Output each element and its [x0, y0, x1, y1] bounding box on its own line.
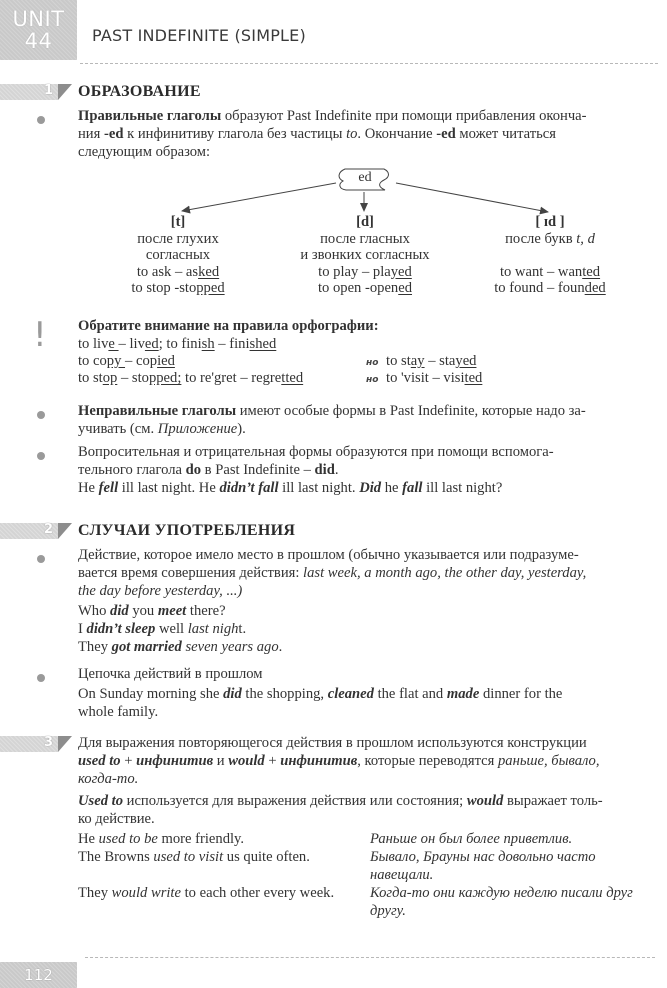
s3-line-1: Для выражения повторяющегося действия в прошлом используются конструкции — [78, 735, 587, 751]
irregular-bold: Неправильные глаголы — [78, 403, 237, 419]
ending: pped — [196, 280, 225, 296]
t: – liv — [118, 336, 145, 352]
emphasis-run: meet — [157, 603, 187, 619]
emphasis-run: инфинитив — [280, 753, 358, 769]
bullet-icon — [37, 555, 45, 563]
note-line-2 — [78, 353, 175, 371]
example — [270, 280, 460, 297]
section-3-marker-icon — [58, 736, 72, 752]
exclamation-icon: ! — [33, 315, 47, 355]
desc-line: после глухих — [137, 230, 219, 247]
page-title: PAST INDEFINITE (SIMPLE) — [92, 26, 306, 45]
ending: yed — [390, 263, 412, 280]
question-line-2 — [78, 462, 338, 480]
t: to co — [78, 353, 107, 369]
section-2-number: 2 — [44, 522, 54, 537]
text-run: you — [128, 603, 158, 619]
note-line-3 — [78, 370, 303, 388]
appendix-ref: Приложение — [157, 421, 238, 437]
u: ay — [410, 353, 425, 369]
but-label: но — [366, 375, 379, 385]
intro-line-3: следующим образом: — [78, 144, 211, 160]
usage-example-2 — [78, 621, 246, 639]
t: имеют особые формы в Past Indefinite, которые надо за- — [236, 403, 586, 419]
ending: ed — [398, 280, 413, 296]
text-run: Who — [78, 603, 111, 619]
irregular-line-1 — [78, 403, 586, 421]
t: to want – wan — [499, 263, 583, 280]
text-run: The Browns — [78, 849, 154, 865]
emphasis-run: fall — [402, 480, 423, 496]
intro-text: образуют Past Indefinite при помощи прибавления оконча- — [221, 108, 587, 124]
example — [98, 280, 258, 297]
s3-para2-line-1 — [78, 793, 603, 811]
sound-t: [t] — [170, 214, 186, 230]
t: to re'gret – regre — [181, 370, 282, 386]
text-run: ill last night? — [422, 480, 503, 496]
note-title: Обратите внимание на правила орфографии: — [78, 318, 379, 334]
t: to open -open — [317, 280, 399, 296]
t: to ask – as — [136, 263, 199, 280]
s3-example-ru-3a: Когда-то они каждую неделю писали друг — [370, 885, 633, 901]
emphasis-run: cleaned — [327, 686, 374, 702]
text-run: выражает толь- — [503, 793, 603, 809]
example — [98, 264, 258, 281]
t: вается время совершения действия: — [78, 565, 304, 581]
s3-example-ru-3b: другу. — [370, 903, 406, 919]
t: учивать (см. — [78, 421, 158, 437]
column-id — [470, 214, 630, 297]
text-run: и — [213, 753, 229, 769]
text-run: he — [381, 480, 403, 496]
ending: ked — [198, 263, 220, 280]
emphasis-run: used to visit — [153, 849, 224, 865]
unit-label: UNIT — [12, 7, 65, 31]
ending: ted — [582, 263, 601, 280]
chain-example-1 — [78, 686, 562, 704]
u: ted — [464, 370, 483, 386]
t: to stop -sto — [131, 280, 197, 296]
bullet-icon — [37, 411, 45, 419]
t: – cop — [125, 353, 158, 369]
do-word: do — [185, 462, 202, 478]
text-run: + — [120, 753, 137, 769]
time-markers: the day before yesterday, ...) — [78, 583, 243, 599]
translation-word: когда-то. — [78, 771, 139, 787]
text-run: + — [264, 753, 281, 769]
u: shed — [249, 336, 277, 352]
text-run: to each other every week. — [180, 885, 335, 901]
t: ния — [78, 126, 104, 142]
text-run: . — [278, 639, 283, 655]
emphasis-run: would write — [111, 885, 181, 901]
text-run: On Sunday morning she — [78, 686, 224, 702]
ed-center-label: ed — [358, 170, 372, 185]
s3-line-2 — [78, 753, 600, 771]
text-run: more friendly. — [157, 831, 245, 847]
question-example — [78, 480, 502, 498]
s3-example-en-3 — [78, 885, 334, 903]
example — [470, 280, 630, 297]
section-1-title: ОБРАЗОВАНИЕ — [78, 83, 201, 100]
ed-diagram-arrows — [0, 0, 667, 240]
usage-example-1 — [78, 603, 226, 621]
u: pped; — [148, 370, 182, 386]
section-3-number: 3 — [44, 735, 54, 750]
t: к инфинитиву глагола без частицы — [123, 126, 347, 142]
ed-ending: -ed — [103, 126, 124, 142]
to-particle: to — [346, 126, 358, 142]
question-line-1: Вопросительная и отрицательная формы образуются при помощи вспомога- — [78, 444, 554, 460]
t: тельного глагола — [78, 462, 186, 478]
usage-line-2 — [78, 565, 586, 583]
emphasis-run: would — [466, 793, 504, 809]
chain-example-2: whole family. — [78, 704, 159, 720]
emphasis-run: last nigh — [187, 621, 239, 637]
t: – fini — [214, 336, 250, 352]
u: e — [108, 336, 119, 352]
u: sh — [201, 336, 215, 352]
desc-line: после гласных — [320, 230, 410, 247]
sound-id: [ ɪd ] — [535, 214, 565, 230]
s3-example-en-2 — [78, 849, 310, 867]
column-d — [270, 214, 460, 297]
text-run: the flat and — [373, 686, 447, 702]
bullet-icon — [37, 674, 45, 682]
s3-example-ru-2a: Бывало, Брауны нас довольно часто — [370, 849, 596, 865]
t: to found – foun — [494, 280, 585, 296]
emphasis-run: did — [110, 603, 129, 619]
emphasis-run: did — [223, 686, 242, 702]
section-1-number: 1 — [44, 83, 54, 98]
usage-line-1: Действие, которое имело место в прошлом (обычно указывается или подразуме- — [78, 547, 579, 563]
t: может читаться — [455, 126, 556, 142]
arrow-to-id — [396, 183, 548, 212]
section-2-title: СЛУЧАИ УПОТРЕБЛЕНИЯ — [78, 522, 296, 539]
text-run: I — [78, 621, 87, 637]
text-run: us quite often. — [223, 849, 310, 865]
text-run: the shopping, — [241, 686, 328, 702]
t: to play – pla — [318, 263, 391, 280]
emphasis-run: didn’t fall — [219, 480, 279, 496]
emphasis-run: used to be — [98, 831, 158, 847]
note-line-3-right — [366, 370, 482, 390]
unit-number: 44 — [24, 29, 53, 53]
t: to st — [382, 353, 411, 369]
s3-para2-line-2: ко действие. — [78, 811, 155, 827]
text-run: They — [78, 885, 112, 901]
usage-line-3 — [78, 583, 242, 601]
s3-example-en-1 — [78, 831, 244, 849]
t: – sto — [117, 370, 149, 386]
t: в Past Indefinite – — [201, 462, 315, 478]
u: op — [102, 370, 118, 386]
u: ed — [144, 336, 159, 352]
t: ). — [237, 421, 246, 437]
irregular-line-2 — [78, 421, 246, 439]
emphasis-run: Used to — [78, 793, 123, 809]
t: . — [334, 462, 339, 478]
text-run: , которые переводятся — [357, 753, 498, 769]
text-run: there? — [186, 603, 226, 619]
time-markers: last week, a month ago, the other day, yesterday, — [303, 565, 587, 581]
emphasis-run: fell — [98, 480, 119, 496]
ed-ending: -ed — [436, 126, 456, 142]
but-label: но — [366, 358, 379, 368]
bullet-icon — [37, 452, 45, 460]
desc-line: согласных — [145, 247, 211, 263]
s3-line-3 — [78, 771, 138, 789]
t: to st — [78, 370, 103, 386]
footer-divider — [85, 957, 655, 958]
text-run: ill last night. He — [118, 480, 220, 496]
text-run: используется для выражения действия или состояния; — [123, 793, 467, 809]
emphasis-run: Did — [359, 480, 382, 496]
t: – sta — [424, 353, 456, 369]
emphasis-run: инфинитив — [136, 753, 214, 769]
u: ied — [157, 353, 175, 369]
did-word: did — [314, 462, 335, 478]
text-run: t. — [238, 621, 247, 637]
letters: t, d — [576, 230, 595, 247]
t: . Окончание — [357, 126, 437, 142]
note-line-1 — [78, 336, 276, 354]
t: to 'visit – visi — [382, 370, 465, 386]
emphasis-run: раньше, бывало, — [497, 753, 600, 769]
intro-bold: Правильные глаголы — [78, 108, 222, 124]
example — [470, 264, 630, 281]
text-run: He — [78, 480, 99, 496]
text-run: He — [78, 831, 99, 847]
usage-example-3 — [78, 639, 282, 657]
emphasis-run: seven years ago — [185, 639, 279, 655]
example — [270, 264, 460, 281]
text-run: dinner for the — [479, 686, 563, 702]
u: tted — [281, 370, 304, 386]
page-number: 112 — [0, 962, 77, 988]
desc-line — [470, 231, 630, 248]
emphasis-run: used to — [78, 753, 121, 769]
s3-example-ru-1: Раньше он был более приветлив. — [370, 831, 573, 847]
column-t — [98, 214, 258, 297]
desc-line: и звонких согласных — [300, 247, 430, 263]
s3-example-ru-2b: навещали. — [370, 867, 434, 883]
arrow-to-t — [182, 183, 336, 211]
emphasis-run: didn’t sleep — [86, 621, 156, 637]
emphasis-run: made — [446, 686, 480, 702]
sound-d: [d] — [356, 214, 374, 230]
section-2-marker-icon — [58, 523, 72, 539]
emphasis-run: got married — [111, 639, 182, 655]
emphasis-run: would — [228, 753, 265, 769]
chain-line-1: Цепочка действий в прошлом — [78, 666, 263, 682]
u: yed — [455, 353, 477, 369]
ending: ded — [584, 280, 606, 296]
text-run: ill last night. — [278, 480, 360, 496]
text-run: well — [155, 621, 188, 637]
t: ; to fini — [158, 336, 202, 352]
text-run: They — [78, 639, 112, 655]
t: to liv — [78, 336, 109, 352]
t: после букв — [505, 230, 577, 247]
u: py — [106, 353, 126, 369]
